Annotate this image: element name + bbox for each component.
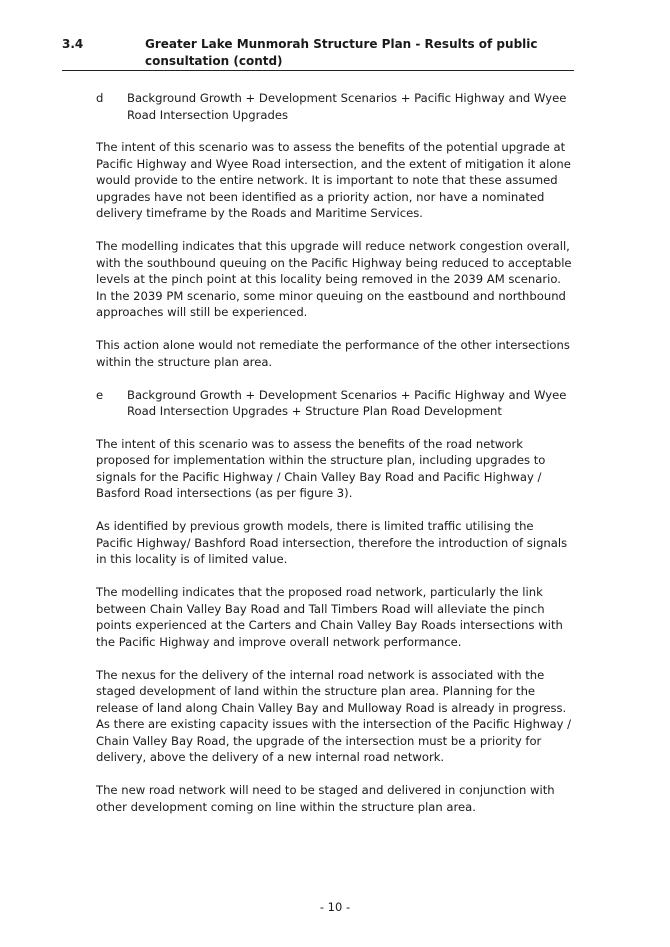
paragraph: The modelling indicates that this upgrade will reduce network congestion overall, with the southbound queuing on the Pacific Highway being reduced to acceptable levels at the pinch point at this locality being removed in the 2039 AM scenario. In the 2039 PM scenario, some minor queuing on the eastbound and northbound approaches will still be experienced. [96, 239, 572, 319]
paragraph: The intent of this scenario was to assess the benefits of the road network proposed for implementation within the structure plan, including upgrades to signals for the Pacific Highway / Chain Valley Bay Road and Pacific Highway / Basford Road intersections (as per figure 3). [96, 436, 546, 500]
paragraph: The nexus for the delivery of the internal road network is associated with the staged development of land within the structure plan area. Planning for the release of land along Chain Valley Bay and Mulloway Road is already in progress. As there are existing capacity issues with the intersection of the Pacific Highway / Chain Valley Bay Road, the upgrade of the intersection must be a priority for delivery, above the delivery of a new internal road network. [96, 667, 572, 764]
subsection-e-heading [96, 387, 574, 420]
subsection-letter: d [96, 91, 104, 105]
paragraph: As identified by previous growth models, there is limited traffic utilising the Pacific Highway/ Bashford Road intersection, therefore the introduction of signals in this locality is of limited value. [96, 519, 568, 566]
subsection-title: Background Growth + Development Scenarios + Pacific Highway and Wyee Road Intersection Upgrades [127, 91, 567, 122]
section-number: 3.4 [62, 37, 84, 51]
subsection-title: Background Growth + Development Scenarios + Pacific Highway and Wyee Road Intersection Upgrades + Structure Plan Road Development [127, 387, 567, 418]
paragraph: The modelling indicates that the proposed road network, particularly the link between Chain Valley Bay Road and Tall Timbers Road will alleviate the pinch points experienced at the Carters and Chain Valley Bay Roads intersections with the Pacific Highway and improve overall network performance. [96, 585, 563, 649]
paragraph: This action alone would not remediate the performance of the other intersections within the structure plan area. [96, 338, 570, 369]
subsection-letter: e [96, 387, 104, 402]
page-number: - 10 - [319, 900, 351, 914]
paragraph: The intent of this scenario was to assess the benefits of the potential upgrade at Pacific Highway and Wyee Road intersection, and the extent of mitigation it alone would provide to the entire network. It is important to note that these assumed upgrades have not been identified as a priority action, nor have a nominated delivery timeframe by the Roads and Maritime Services. [96, 140, 571, 220]
header-rule [62, 70, 574, 71]
subsection-d-heading [96, 90, 574, 123]
paragraph: The new road network will need to be staged and delivered in conjunction with other development coming on line within the structure plan area. [96, 783, 555, 814]
section-title: Greater Lake Munmorah Structure Plan - Results of public consultation (contd) [145, 37, 538, 68]
document-body [96, 90, 574, 832]
